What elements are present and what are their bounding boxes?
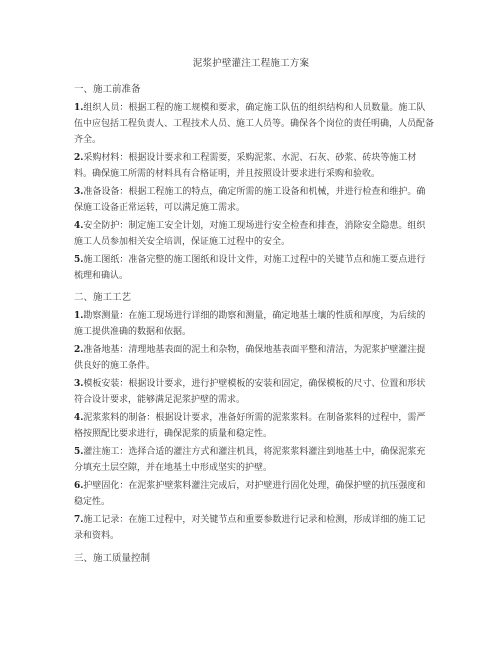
item-number: 4. [74, 221, 84, 231]
item-text: 勘察测量：在施工现场进行详细的勘察和测量，确定地基土壤的性质和厚度，为后续的施工提供准确的数据和依据。 [74, 311, 426, 337]
item-number: 2. [74, 153, 84, 163]
item-text: 采购材料：根据设计要求和工程需要，采购泥浆、水泥、石灰、砂浆、砖块等施工材料。确保施工所需的材料具有合格证明，并且按照设计要求进行采购和验收。 [74, 153, 417, 179]
item-text: 组织人员：根据工程的施工规模和要求，确定施工队伍的组织结构和人员数量。施工队伍中应包括工程负责人、工程技术人员、施工人员等。确保各个岗位的责任明确，人员配备齐全。 [74, 103, 435, 145]
list-item [74, 342, 434, 374]
list-item [74, 376, 434, 408]
item-number: 3. [74, 379, 84, 389]
item-number: 4. [74, 413, 84, 423]
list-item [74, 218, 434, 250]
list-item [74, 478, 434, 510]
item-text: 泥浆浆料的制备：根据设计要求，准备好所需的泥浆浆料。在制备浆料的过程中，需严格按照配比要求进行，确保泥浆的质量和稳定性。 [74, 413, 426, 439]
item-number: 5. [74, 255, 84, 265]
item-text: 施工图纸：准备完整的施工图纸和设计文件，对施工过程中的关键节点和施工要点进行梳理和确认。 [74, 255, 426, 281]
item-number: 1. [74, 311, 84, 321]
item-number: 7. [74, 515, 84, 525]
item-text: 准备地基：清理地基表面的泥土和杂物，确保地基表面平整和清洁，为泥浆护壁灌注提供良好的施工条件。 [74, 345, 426, 371]
list-item [74, 512, 434, 544]
list-item [74, 308, 434, 340]
item-number: 2. [74, 345, 84, 355]
list-item [74, 444, 434, 476]
item-text: 模板安装：根据设计要求，进行护壁模板的安装和固定，确保模板的尺寸、位置和形状符合设计要求，能够满足泥浆护壁的需求。 [74, 379, 426, 405]
section-heading-3: 三、施工质量控制 [74, 553, 151, 564]
item-number: 1. [74, 103, 84, 113]
item-number: 3. [74, 187, 84, 197]
item-number: 5. [74, 447, 84, 457]
list-item [74, 410, 434, 442]
document-title: 泥浆护壁灌注工程施工方案 [192, 58, 310, 69]
list-item [74, 252, 434, 284]
list-item [74, 150, 434, 182]
item-text: 灌注施工：选择合适的灌注方式和灌注机具，将泥浆浆料灌注到地基土中，确保泥浆充分填充土层空隙，并在地基土中形成坚实的护壁。 [74, 447, 426, 473]
item-text: 安全防护：制定施工安全计划，对施工现场进行安全检查和排查，消除安全隐患。组织施工人员参加相关安全培训，保证施工过程中的安全。 [74, 221, 426, 247]
section-heading-2: 二、施工工艺 [74, 292, 132, 303]
item-number: 6. [74, 481, 84, 491]
section-heading-1: 一、施工前准备 [74, 84, 141, 95]
list-item [74, 100, 434, 148]
item-text: 施工记录：在施工过程中，对关键节点和重要参数进行记录和检测，形成详细的施工记录和资料。 [74, 515, 426, 541]
list-item [74, 184, 434, 216]
item-text: 护壁固化：在泥浆护壁浆料灌注完成后，对护壁进行固化处理，确保护壁的抗压强度和稳定性。 [74, 481, 426, 507]
item-text: 准备设备：根据工程施工的特点，确定所需的施工设备和机械，并进行检查和维护。确保施工设备正常运转，可以满足施工需求。 [74, 187, 426, 213]
